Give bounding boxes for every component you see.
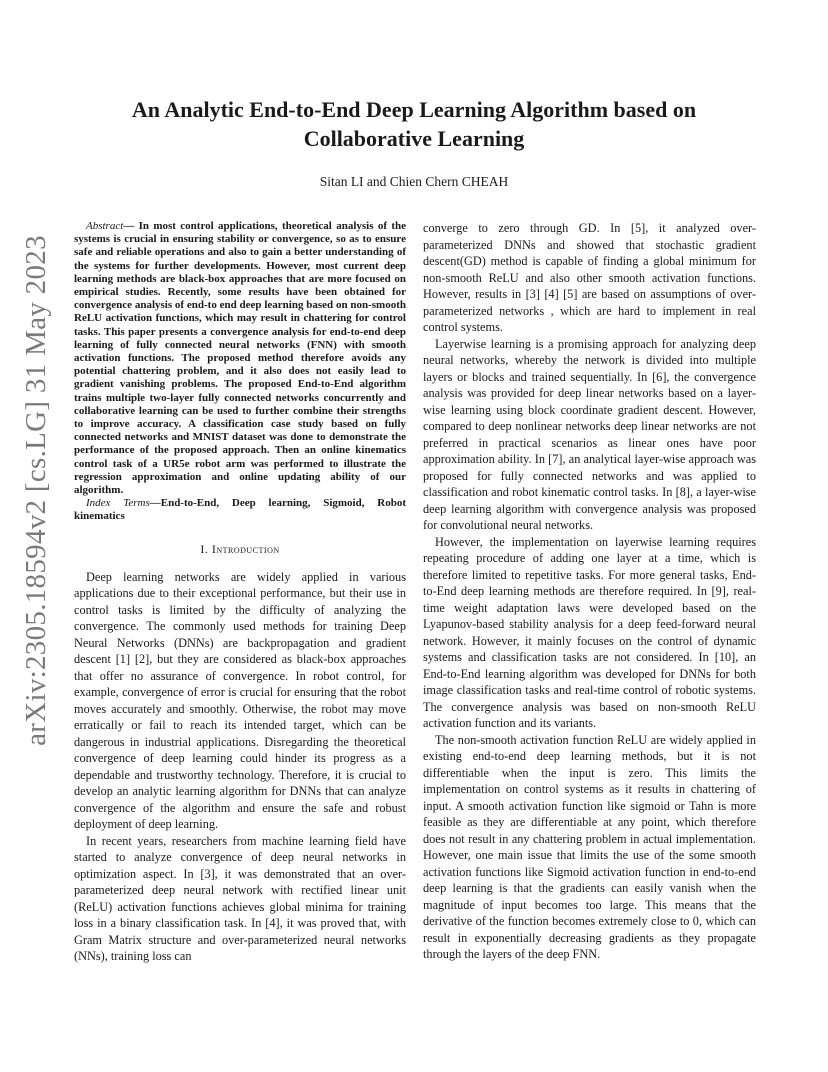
body-paragraph: The non-smooth activation function ReLU are widely applied in existing end-to-end deep learning methods, but it is not differentiable when the input is zero. This limits the implementation on control systems as it results in chattering of input. A smooth activation function like sigmoid or Tahn is more feasible as they are differentiable at any point, which therefore does not result in any chattering problem in actual implementation. However, one main issue that limits the use of the some smooth activation functions like Sigmoid activation function in end-to-end deep learning is that the gradients can easily vanish when the magnitude of input becomes too large. This means that the derivative of the function becomes extremely close to 0, which can result in exponentially decreasing gradients as they propagate through the layers of the deep FNN. bbox=[423, 732, 756, 961]
body-paragraph: Layerwise learning is a promising approach for analyzing deep neural networks, whereby the network is divided into multiple layers or blocks and trained sequentially. In [6], the convergence analysis was provided for deep linear networks based on a layer-wise learning using block coordinate gradient descent. However, compared to deep nonlinear networks deep linear networks are not preferred in practical scenarios as linear ones have poor approximation ability. In [7], an analytical layer-wise approach was proposed for fully connected networks and was applied to classification and robot kinematic control tasks. In [8], a layer-wise deep learning algorithm with convergence analysis was proposed for convolutional neural networks. bbox=[423, 336, 756, 532]
body-paragraph: converge to zero through GD. In [5], it analyzed over-parameterized DNNs and showed that stochastic gradient descent(GD) method is capable of finding a global minimum for non-smooth ReLU and also other smooth activation functions. However, results in [3] [4] [5] are based on assumptions of over-parameterized networks , which are hard to implement in real control systems. bbox=[423, 221, 756, 334]
left-column bbox=[74, 220, 406, 965]
index-terms-lead: Index Terms bbox=[86, 497, 150, 510]
abstract bbox=[74, 220, 406, 497]
body-paragraph: Deep learning networks are widely applied in various applications due to their exceptional performance, but their use in control tasks is limited by the difficulty of analyzing the convergence. The commonly used methods for training Deep Neural Networks (DNNs) are backpropagation and gradient descent [1] [2], but they are considered as black-box approaches that offer no assurance of convergence. In robot control, for example, convergence of error is crucial for ensuring that the robot moves accurately and smoothly. Otherwise, the robot may move erratically or fail to reach its intended target, which can be dangerous in industrial applications. Disregarding the theoretical convergence of deep learning could hinder its progress as a dependable and trustworthy technology. Therefore, it is crucial to develop an analytic learning algorithm for DNNs that can analyze convergence of the algorithm and ensure the safe and robust deployment of deep learning. bbox=[74, 569, 406, 832]
body-paragraph: In recent years, researchers from machine learning field have started to analyze convergence of deep neural networks in optimization aspect. In [3], it was demonstrated that an over-parameterized deep neural network with rectified linear unit (ReLU) activation functions achieves global minima for training loss in a binary classification task. In [4], it was proved that, with Gram Matrix structure and over-parameterized neural networks (NNs), training loss can bbox=[74, 833, 406, 964]
right-column bbox=[423, 220, 756, 963]
arxiv-identifier-text: arXiv:2305.18594v2 [cs.LG] 31 May 2023 bbox=[19, 234, 52, 746]
section-heading-introduction: I. Introduction bbox=[200, 541, 280, 556]
paper-title: An Analytic End-to-End Deep Learning Algorithm based on Collaborative Learning bbox=[131, 97, 697, 151]
index-terms-text: —End-to-End, Deep learning, Sigmoid, Robot kinematics bbox=[74, 497, 406, 523]
arxiv-identifier-stamp[interactable] bbox=[6, 230, 66, 750]
paper-authors: Sitan LI and Chien Chern CHEAH bbox=[319, 174, 509, 189]
body-paragraph: However, the implementation on layerwise learning requires repeating procedure of adding one layer at a time, which is therefore limited to repetitive tasks. For more general tasks, End-to-End deep learning methods are therefore required. In [9], real-time weight adaptation laws were developed based on the Lyapunov-based stability analysis for a deep feed-forward neural network. However, it mainly focuses on the control of dynamic systems and classification tasks are not considered. In [10], an End-to-End learning algorithm was developed for DNNs for both image classification tasks and real-time control of robotic systems. The convergence analysis was based on non-smooth ReLU activation function and its variants. bbox=[423, 534, 756, 730]
index-terms bbox=[74, 497, 406, 523]
abstract-text: — In most control applications, theoretical analysis of the systems is crucial in ensuring stability or convergence, so as to ensure safe and reliable operations and also to gain a better understanding of the systems for further developments. However, most current deep learning methods are black-box approaches that are more focused on empirical studies. Recently, some results have been obtained for convergence analysis of end-to end deep learning based on non-smooth ReLU activation functions, which may result in chattering for control tasks. This paper presents a convergence analysis for end-to-end deep learning of fully connected neural networks (FNN) with smooth activation functions. The proposed method therefore avoids any potential chattering problem, and it also does not easily lead to gradient vanishing problems. The proposed End-to-End algorithm trains multiple two-layer fully connected networks concurrently and collaborative learning can be used to further combine their strengths to improve accuracy. A classification case study based on fully connected networks and MNIST dataset was done to demonstrate the performance of the proposed approach. Then an online kinematics control task of a UR5e robot arm was performed to illustrate the regression approximation and online updating ability of our algorithm. bbox=[74, 220, 406, 497]
abstract-lead: Abstract bbox=[86, 220, 124, 232]
